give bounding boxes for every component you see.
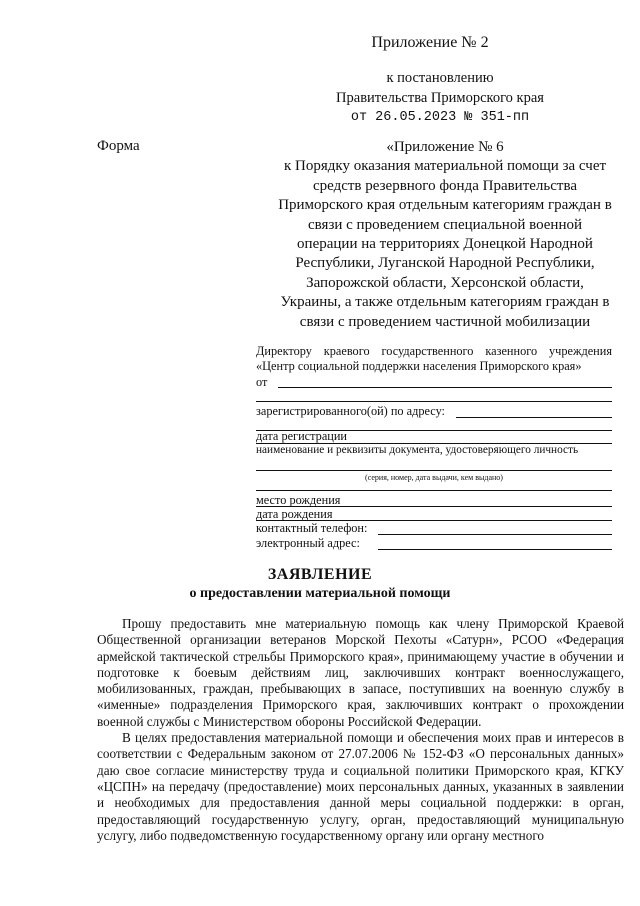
subject-line: Республики, Луганской Народной Республики,	[295, 255, 595, 272]
resolution-number: от 26.05.2023 № 351-пп	[350, 110, 530, 125]
statement-paragraph: Прошу предоставить мне материальную помощь как члену Приморской Краевой Общественной организации ветеранов Морской Пехоты «Сатурн», РСОО «Федерация армейской тактической стрельбы Приморского края», принимающему участие в обучении и подготовке к боевым действиям лиц, заключивших контракт военнослужащего, мобилизованных, граждан, пребывающих в запасе, поступивших на военную службу в «именные» подразделения Приморского края, заключивших контракт о прохождении военной службы с Министерством обороны Российской Федерации.	[97, 616, 624, 729]
registration-date-label: дата регистрации	[256, 429, 348, 443]
id-document-field[interactable]	[256, 470, 612, 471]
subject-line: к Порядку оказания материальной помощи за счет	[283, 158, 607, 175]
director-line: «Центр социальной поддержки населения Приморского края»	[256, 359, 582, 373]
form-label: Форма	[97, 138, 140, 154]
from-field-line2[interactable]	[256, 401, 612, 402]
resolution-reference	[310, 68, 570, 128]
phone-label: контактный телефон:	[256, 521, 368, 535]
subject-line: операции на территориях Донецкой Народной	[297, 236, 593, 253]
address-field[interactable]	[456, 417, 612, 418]
id-document-field-line2[interactable]	[256, 490, 612, 491]
subject-block	[270, 138, 620, 332]
statement-paragraph: В целях предоставления материальной помощи и обеспечения моих прав и интересов в соответствии с Федеральным законом от 27.07.2006 № 152-ФЗ «О персональных данных» даю свое согласие министерству труда и социальной политики Приморского края, КГКУ «ЦСПН» на передачу (предоставление) моих персональных данных, указанных в заявлении и необходимых для предоставления данной меры социальной поддержки: в орган, предоставляющий государственную услугу, орган, предоставляющий муниципальную услугу, либо подведомственную государственному органу или органу местного	[97, 730, 624, 843]
statement-title: ЗАЯВЛЕНИЕ	[267, 566, 373, 583]
subject-line: «Приложение № 6	[386, 139, 504, 155]
statement-subtitle: о предоставлении материальной помощи	[189, 586, 451, 601]
from-label: от	[256, 375, 268, 389]
id-document-label: наименование и реквизиты документа, удостоверяющего личность	[256, 444, 579, 456]
email-field[interactable]	[378, 549, 612, 550]
birthplace-label: место рождения	[256, 493, 341, 507]
email-label: электронный адрес:	[256, 536, 360, 550]
subject-line: Украины, а также отдельным категориям граждан в	[280, 294, 610, 311]
birthdate-label: дата рождения	[256, 507, 333, 521]
phone-field[interactable]	[378, 534, 612, 535]
subject-line: связи с проведением частичной мобилизации	[299, 313, 591, 330]
registered-label: зарегистрированного(ой) по адресу:	[256, 404, 445, 418]
resolution-line: к постановлению	[386, 70, 494, 86]
from-field[interactable]	[278, 387, 612, 388]
subject-line: Запорожской области, Херсонской области,	[306, 274, 584, 291]
subject-line: средств резервного фонда Правительства	[312, 177, 578, 194]
statement-body	[97, 616, 624, 844]
director-line: Директору краевого государственного казенного учреждения	[256, 344, 612, 358]
id-document-hint: (серия, номер, дата выдачи, кем выдано)	[365, 473, 503, 482]
subject-line: Приморского края отдельным категориям граждан в	[278, 197, 612, 214]
subject-line: связи с проведением специальной военной	[308, 216, 582, 233]
appendix-title: Приложение № 2	[371, 34, 489, 51]
resolution-line: Правительства Приморского края	[336, 90, 544, 106]
